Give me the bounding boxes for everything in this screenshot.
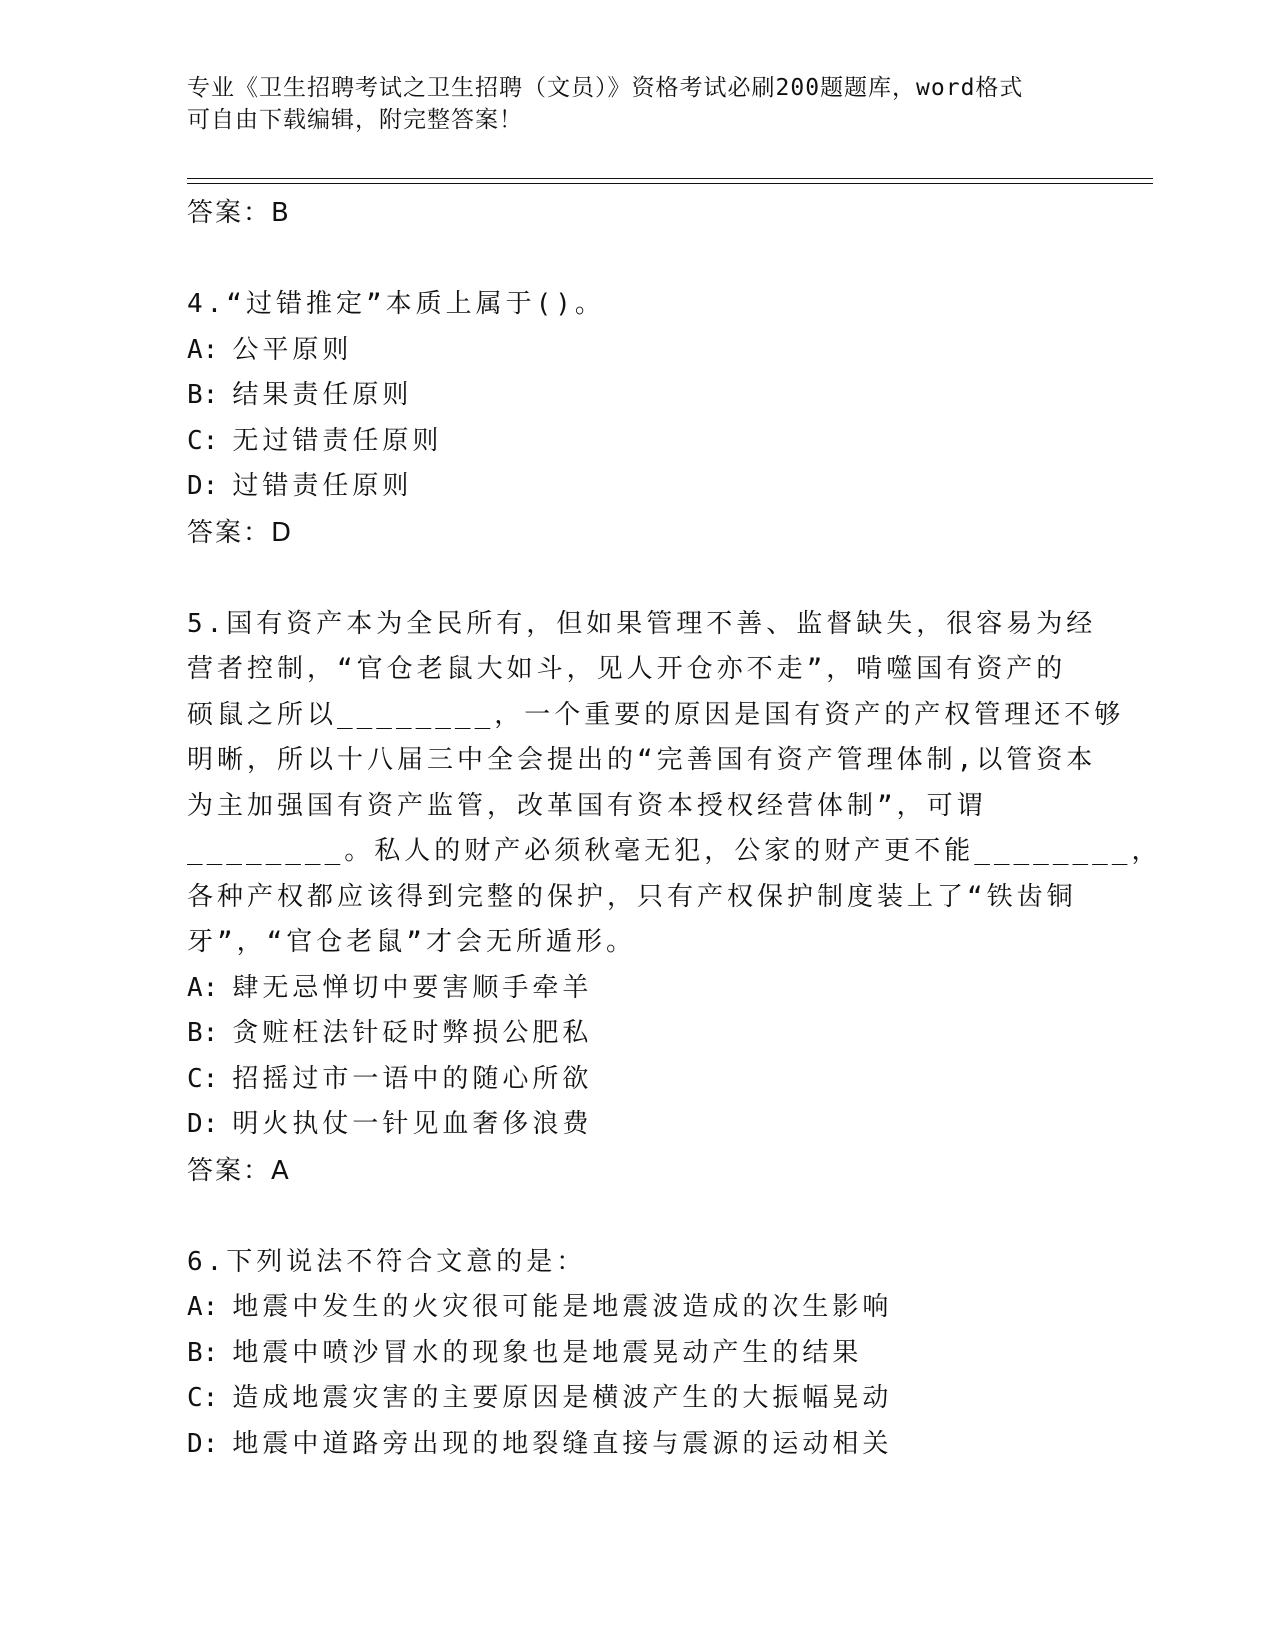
question-5-stem-line: ________。私人的财产必须秋毫无犯，公家的财产更不能________， — [187, 836, 1162, 866]
question-6-option-c — [187, 1376, 1087, 1422]
option-key: C: — [187, 425, 219, 456]
option-text: 无过错责任原则 — [232, 425, 443, 456]
option-key: B: — [187, 1337, 219, 1368]
question-5-stem-line: 硕鼠之所以________，一个重要的原因是国有资产的产权管理还不够 — [187, 699, 1125, 730]
question-6-stem: 6.下列说法不符合文意的是： — [187, 1246, 587, 1277]
question-5-stem-line: 牙”，“官仓老鼠”才会无所遁形。 — [187, 927, 636, 957]
question-4-answer: 答案：D — [187, 517, 294, 548]
spacer — [187, 236, 1087, 282]
option-key: C: — [187, 1063, 219, 1094]
question-4-option-a — [187, 328, 1087, 374]
option-key: C: — [187, 1383, 219, 1413]
question-5-option-d — [187, 1102, 1087, 1148]
question-4-option-d — [187, 464, 1087, 510]
option-key: D: — [187, 1428, 219, 1459]
question-6-option-b — [187, 1331, 1087, 1377]
option-key: D: — [187, 471, 219, 501]
question-6-option-d — [187, 1422, 1087, 1468]
header-divider-bottom — [187, 183, 1153, 184]
option-text: 招摇过市一语中的随心所欲 — [232, 1063, 593, 1094]
question-4-option-c — [187, 419, 1087, 465]
spacer — [187, 1194, 1087, 1240]
question-5-option-b — [187, 1011, 1087, 1057]
question-4-stem: 4.“过错推定”本质上属于()。 — [187, 289, 605, 319]
option-text: 贪赃枉法针砭时弊损公肥私 — [232, 1018, 593, 1048]
question-5-stem-line: 5.国有资产本为全民所有，但如果管理不善、监督缺失，很容易为经 — [187, 608, 1097, 639]
question-content — [187, 190, 1162, 1467]
question-5-stem-line: 为主加强国有资产监管，改革国有资本授权经营体制”，可谓 — [187, 790, 987, 821]
option-text: 造成地震灾害的主要原因是横波产生的大振幅晃动 — [232, 1383, 893, 1413]
question-5-answer: 答案：A — [187, 1155, 291, 1186]
spacer — [187, 556, 1087, 602]
option-text: 过错责任原则 — [232, 471, 413, 501]
option-text: 地震中喷沙冒水的现象也是地震晃动产生的结果 — [232, 1337, 863, 1368]
answer-prev: 答案：B — [187, 198, 291, 228]
document-header — [187, 72, 1067, 136]
question-5-stem-line: 营者控制，“官仓老鼠大如斗，见人开仓亦不走”，啃噬国有资产的 — [187, 654, 1067, 684]
option-text: 地震中发生的火灾很可能是地震波造成的次生影响 — [232, 1292, 893, 1322]
option-key: A: — [187, 972, 219, 1003]
question-5-option-a — [187, 966, 1087, 1012]
header-divider-top — [187, 178, 1153, 179]
option-key: D: — [187, 1109, 219, 1139]
question-4-option-b — [187, 373, 1087, 419]
header-line-1: 专业《卫生招聘考试之卫生招聘（文员）》资格考试必刷200题题库，word格式 — [187, 75, 1024, 101]
option-text: 肆无忌惮切中要害顺手牵羊 — [232, 972, 593, 1003]
question-6-option-a — [187, 1285, 1087, 1331]
option-text: 明火执仗一针见血奢侈浪费 — [232, 1109, 593, 1139]
option-text: 地震中道路旁出现的地裂缝直接与震源的运动相关 — [232, 1428, 893, 1459]
question-5-option-c — [187, 1057, 1087, 1103]
option-key: B: — [187, 1018, 219, 1048]
header-line-2: 可自由下载编辑，附完整答案！ — [187, 107, 523, 133]
question-5-stem-line: 各种产权都应该得到完整的保护，只有产权保护制度装上了“铁齿铜 — [187, 881, 1077, 912]
option-key: A: — [187, 334, 219, 365]
option-text: 公平原则 — [232, 334, 353, 365]
option-text: 结果责任原则 — [232, 380, 413, 410]
question-5-stem-line: 明晰，所以十八届三中全会提出的“完善国有资产管理体制,以管资本 — [187, 745, 1097, 775]
option-key: B: — [187, 380, 219, 410]
option-key: A: — [187, 1292, 219, 1322]
